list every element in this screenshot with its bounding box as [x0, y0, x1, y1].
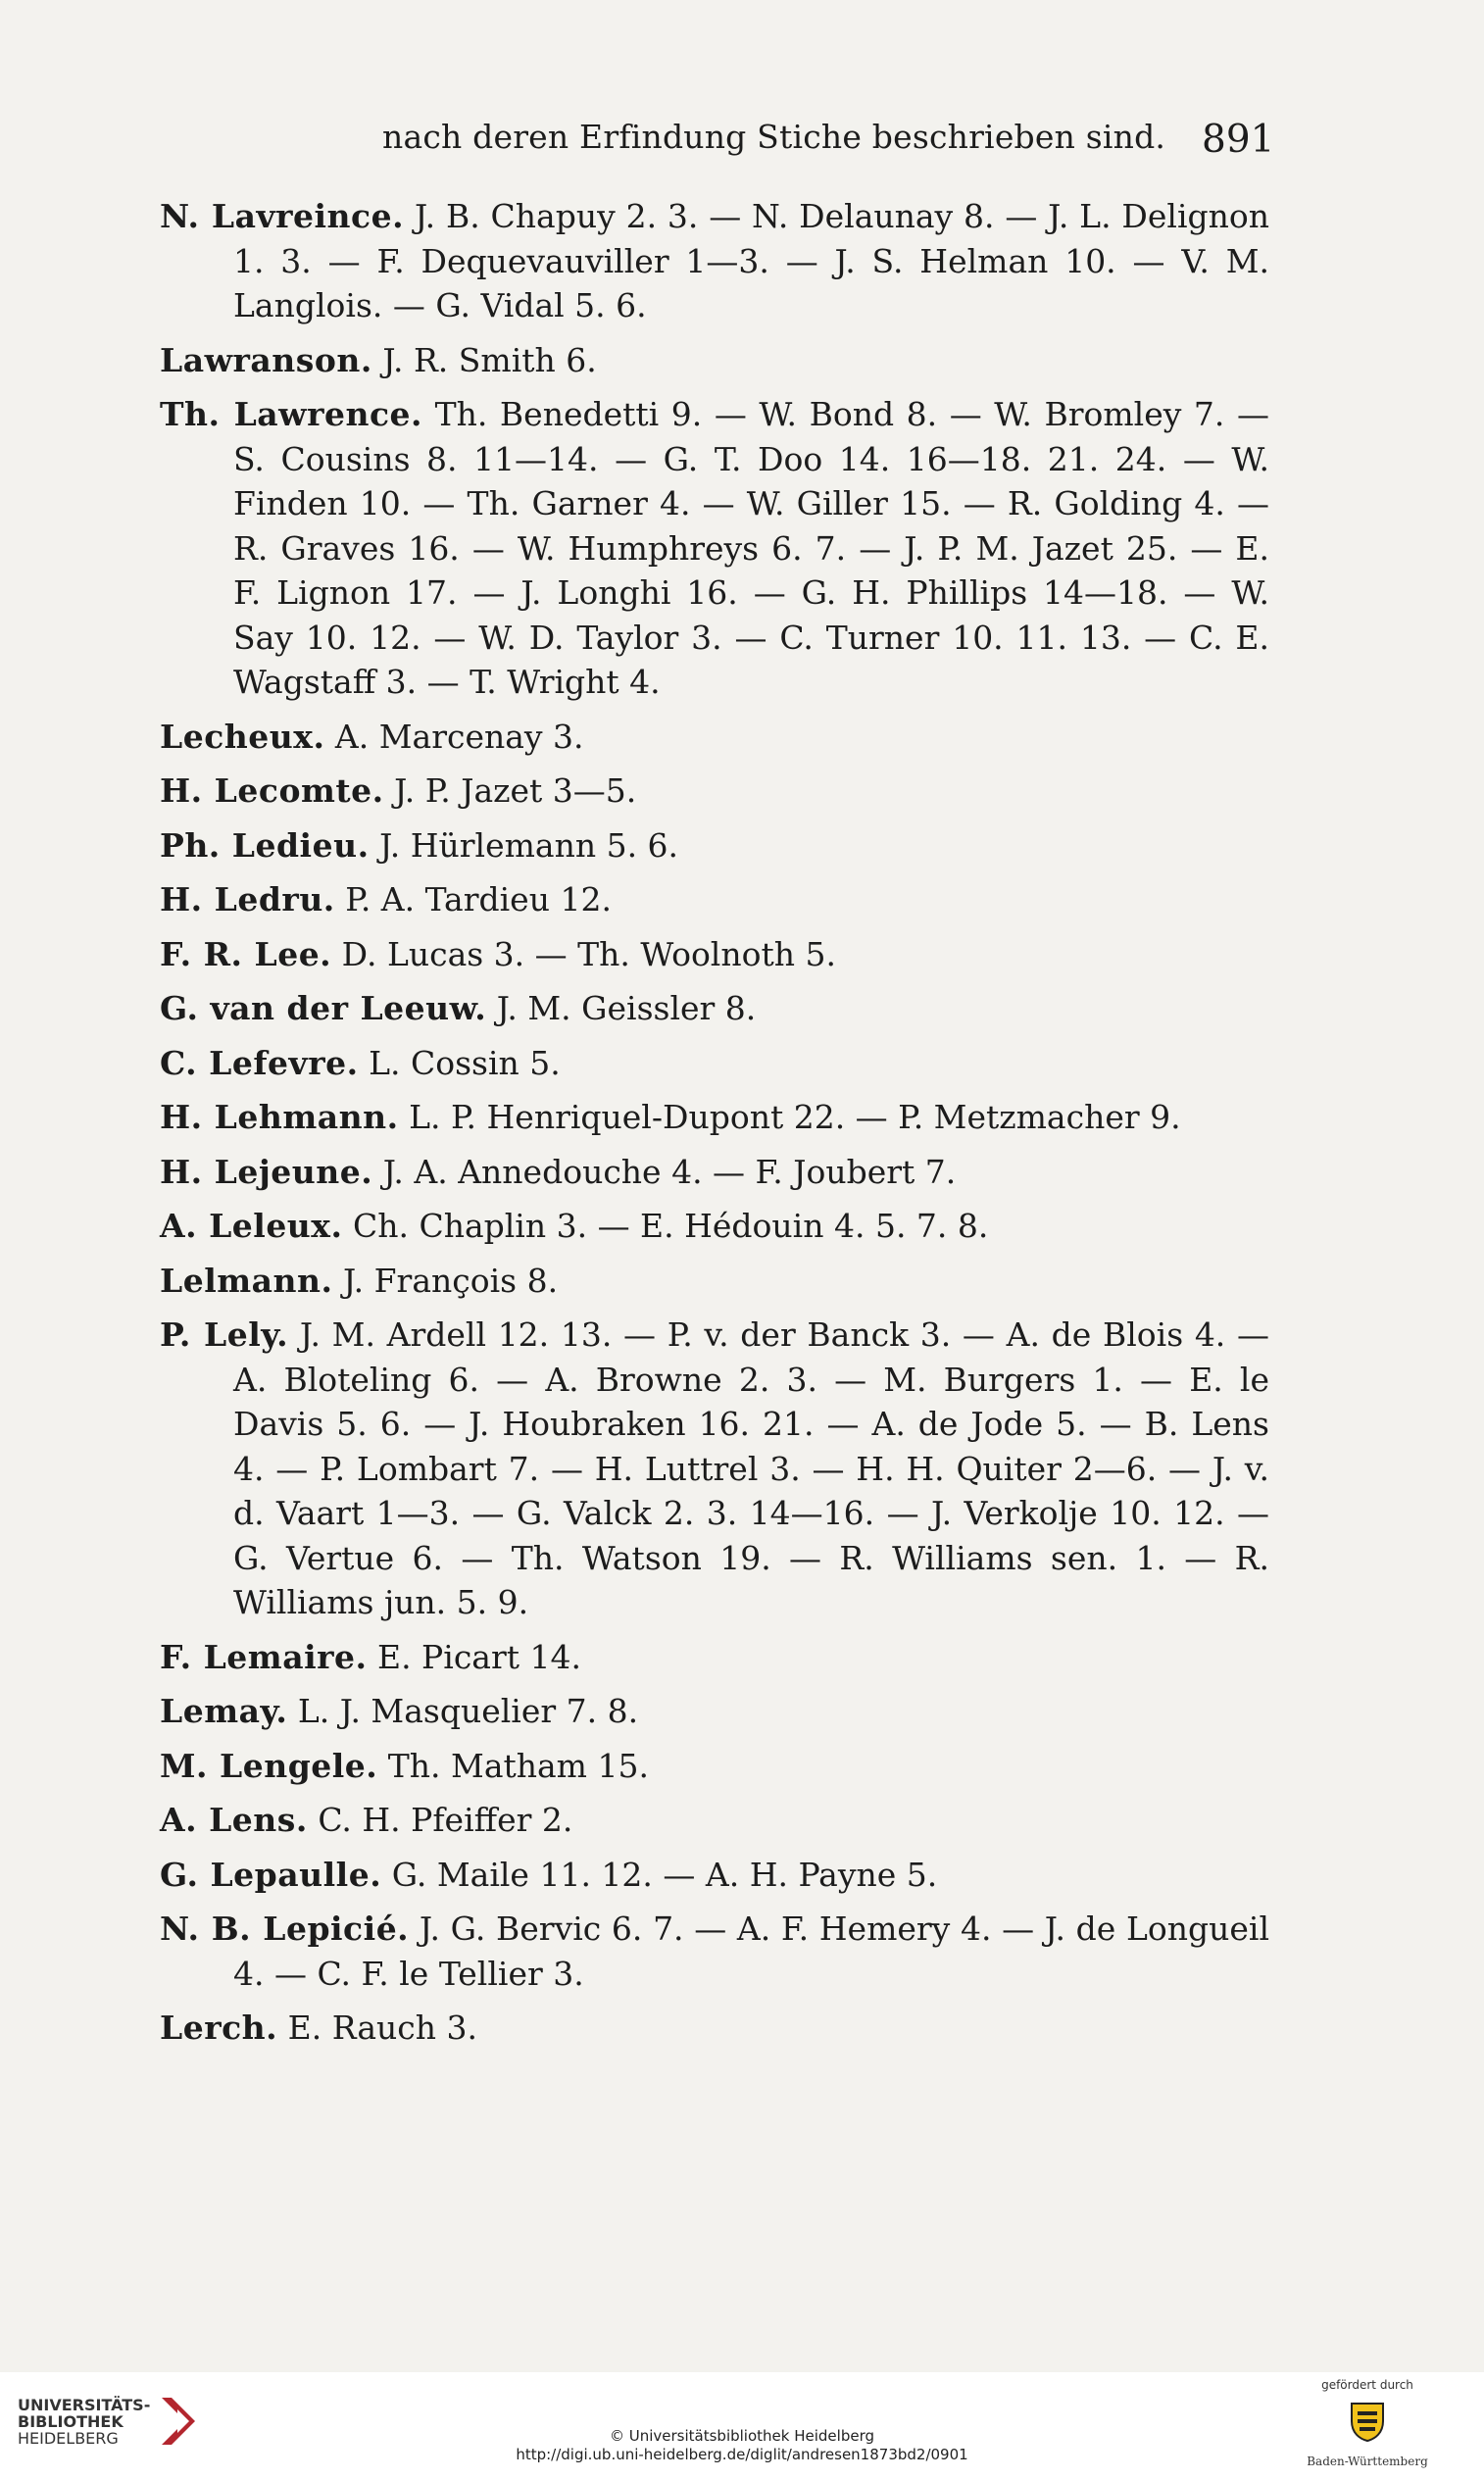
entry-artist: M. Lengele.: [160, 1746, 378, 1785]
permalink[interactable]: http://digi.ub.uni-heidelberg.de/diglit/andresen1873bd2/0901: [516, 2446, 968, 2463]
entry-engravers: J. R. Smith 6.: [371, 340, 597, 379]
index-entry: [160, 1313, 1269, 1625]
entry-artist: Lecheux.: [160, 717, 325, 756]
index-entry: [160, 715, 1269, 760]
entry-engravers: L. P. Henriquel-Dupont 22. — P. Metzmacher 9.: [398, 1098, 1181, 1136]
entry-artist: Lawranson.: [160, 340, 372, 379]
index-entry: [160, 1150, 1269, 1195]
entry-artist: N. B. Lepicié.: [160, 1910, 410, 1948]
index-entry: [160, 1041, 1269, 1086]
entry-artist: P. Lely.: [160, 1315, 289, 1354]
entry-artist: C. Lefevre.: [160, 1043, 359, 1082]
entry-engravers: P. A. Tardieu 12.: [334, 880, 612, 918]
entry-engravers: D. Lucas 3. — Th. Woolnoth 5.: [331, 934, 836, 973]
entry-engravers: J. A. Annedouche 4. — F. Joubert 7.: [372, 1152, 957, 1191]
index-entry: [160, 338, 1269, 383]
entry-engravers: J. B. Chapuy 2. 3. — N. Delaunay 8. — J. L. Delignon 1. 3. — F. Dequevauviller 1—3. — J. S. Helman 10. — V. M. Langlois. — G. Vidal 5. 6.: [233, 197, 1270, 324]
entry-engravers: Th. Benedetti 9. — W. Bond 8. — W. Bromley 7. — S. Cousins 8. 11—14. — G. T. Doo 14. 16—18. 21. 24. — W. Finden 10. — Th. Garner 4. — W. Giller 15. — R. Golding 4. — R. Graves 16. — W. Humphreys 6. 7. — J. P. M. Jazet 25. — E. F. Lignon 17. — J. Longhi 16. — G. H. Phillips 14—18. — W. Say 10. 12. — W. D. Taylor 3. — C. Turner 10. 11. 13. — C. E. Wagstaff 3. — T. Wright 4.: [233, 395, 1269, 701]
funding-notice: [1274, 2378, 1460, 2468]
page-number: 891: [1202, 118, 1275, 162]
entry-engravers: J. P. Jazet 3—5.: [383, 771, 637, 810]
running-title: nach deren Erfindung Stiche beschrieben sind.: [382, 118, 1166, 156]
entry-engravers: J. M. Ardell 12. 13. — P. v. der Banck 3. — A. de Blois 4. — A. Bloteling 6. — A. Browne 2. 3. — M. Burgers 1. — E. le Davis 5. 6. — J. Houbraken 16. 21. — A. de Jode 5. — B. Lens 4. — P. Lombart 7. — H. Luttrel 3. — H. H. Quiter 2—6. — J. v. d. Vaart 1—3. — G. Valck 2. 3. 14—16. — J. Verkolje 10. 12. — G. Vertue 6. — Th. Watson 19. — R. Williams sen. 1. — R. Williams jun. 5. 9.: [233, 1315, 1269, 1621]
entry-engravers: G. Maile 11. 12. — A. H. Payne 5.: [381, 1855, 938, 1894]
funding-label: gefördert durch: [1321, 2378, 1413, 2392]
entry-artist: Lelmann.: [160, 1261, 333, 1300]
entry-artist: G. Lepaulle.: [160, 1855, 382, 1894]
index-entry: [160, 1744, 1269, 1789]
entry-engravers: Ch. Chaplin 3. — E. Hédouin 4. 5. 7. 8.: [342, 1207, 989, 1245]
viewer-footer: [0, 2372, 1484, 2480]
baden-wuerttemberg-crest-icon: [1348, 2400, 1387, 2443]
entry-engravers: J. Hürlemann 5. 6.: [369, 825, 679, 865]
entry-engravers: L. Cossin 5.: [358, 1043, 561, 1082]
library-name-line2: BIBLIOTHEK: [18, 2411, 124, 2431]
index-entry: [160, 1907, 1269, 1996]
index-entry: [160, 1095, 1269, 1140]
entry-artist: H. Ledru.: [160, 880, 335, 918]
entry-engravers: Th. Matham 15.: [377, 1746, 649, 1785]
entry-artist: F. Lemaire.: [160, 1637, 368, 1676]
entry-engravers: J. G. Bervic 6. 7. — A. F. Hemery 4. — J. de Longueil 4. — C. F. le Tellier 3.: [233, 1910, 1270, 1993]
library-name-line3: HEIDELBERG: [18, 2428, 119, 2448]
library-name-line1: UNIVERSITÄTS-: [18, 2395, 151, 2414]
entry-engravers: E. Picart 14.: [367, 1637, 581, 1676]
entry-artist: G. van der Leeuw.: [160, 989, 487, 1027]
funder-name: Baden-Württemberg: [1307, 2455, 1428, 2468]
entry-engravers: J. François 8.: [332, 1261, 559, 1300]
index-entries: [160, 194, 1269, 2060]
copyright-text: © Universitätsbibliothek Heidelberg: [609, 2427, 874, 2445]
entry-engravers: L. J. Masquelier 7. 8.: [287, 1692, 639, 1730]
entry-artist: Lemay.: [160, 1692, 288, 1730]
entry-engravers: A. Marcenay 3.: [324, 717, 584, 756]
index-entry: [160, 769, 1269, 814]
index-entry: [160, 932, 1269, 977]
index-entry: [160, 1259, 1269, 1304]
entry-engravers: C. H. Pfeiffer 2.: [307, 1801, 573, 1839]
index-entry: [160, 1689, 1269, 1734]
index-entry: [160, 1853, 1269, 1898]
entry-artist: H. Lecomte.: [160, 771, 384, 810]
index-entry: [160, 194, 1269, 328]
entry-artist: Lerch.: [160, 2009, 278, 2047]
entry-artist: A. Lens.: [160, 1801, 308, 1839]
entry-artist: N. Lavreince.: [160, 197, 405, 235]
index-entry: [160, 1798, 1269, 1843]
index-entry: [160, 1204, 1269, 1249]
index-entry: [160, 986, 1269, 1031]
entry-artist: Th. Lawrence.: [160, 395, 423, 433]
index-entry: [160, 392, 1269, 705]
index-entry: [160, 823, 1269, 868]
index-entry: [160, 877, 1269, 922]
index-entry: [160, 2006, 1269, 2051]
index-entry: [160, 1635, 1269, 1680]
entry-artist: H. Lejeune.: [160, 1152, 373, 1191]
entry-engravers: J. M. Geissler 8.: [486, 989, 757, 1027]
entry-engravers: E. Rauch 3.: [277, 2009, 477, 2047]
entry-artist: A. Leleux.: [160, 1207, 343, 1245]
entry-artist: H. Lehmann.: [160, 1098, 399, 1136]
entry-artist: Ph. Ledieu.: [160, 825, 370, 865]
entry-artist: F. R. Lee.: [160, 934, 332, 973]
